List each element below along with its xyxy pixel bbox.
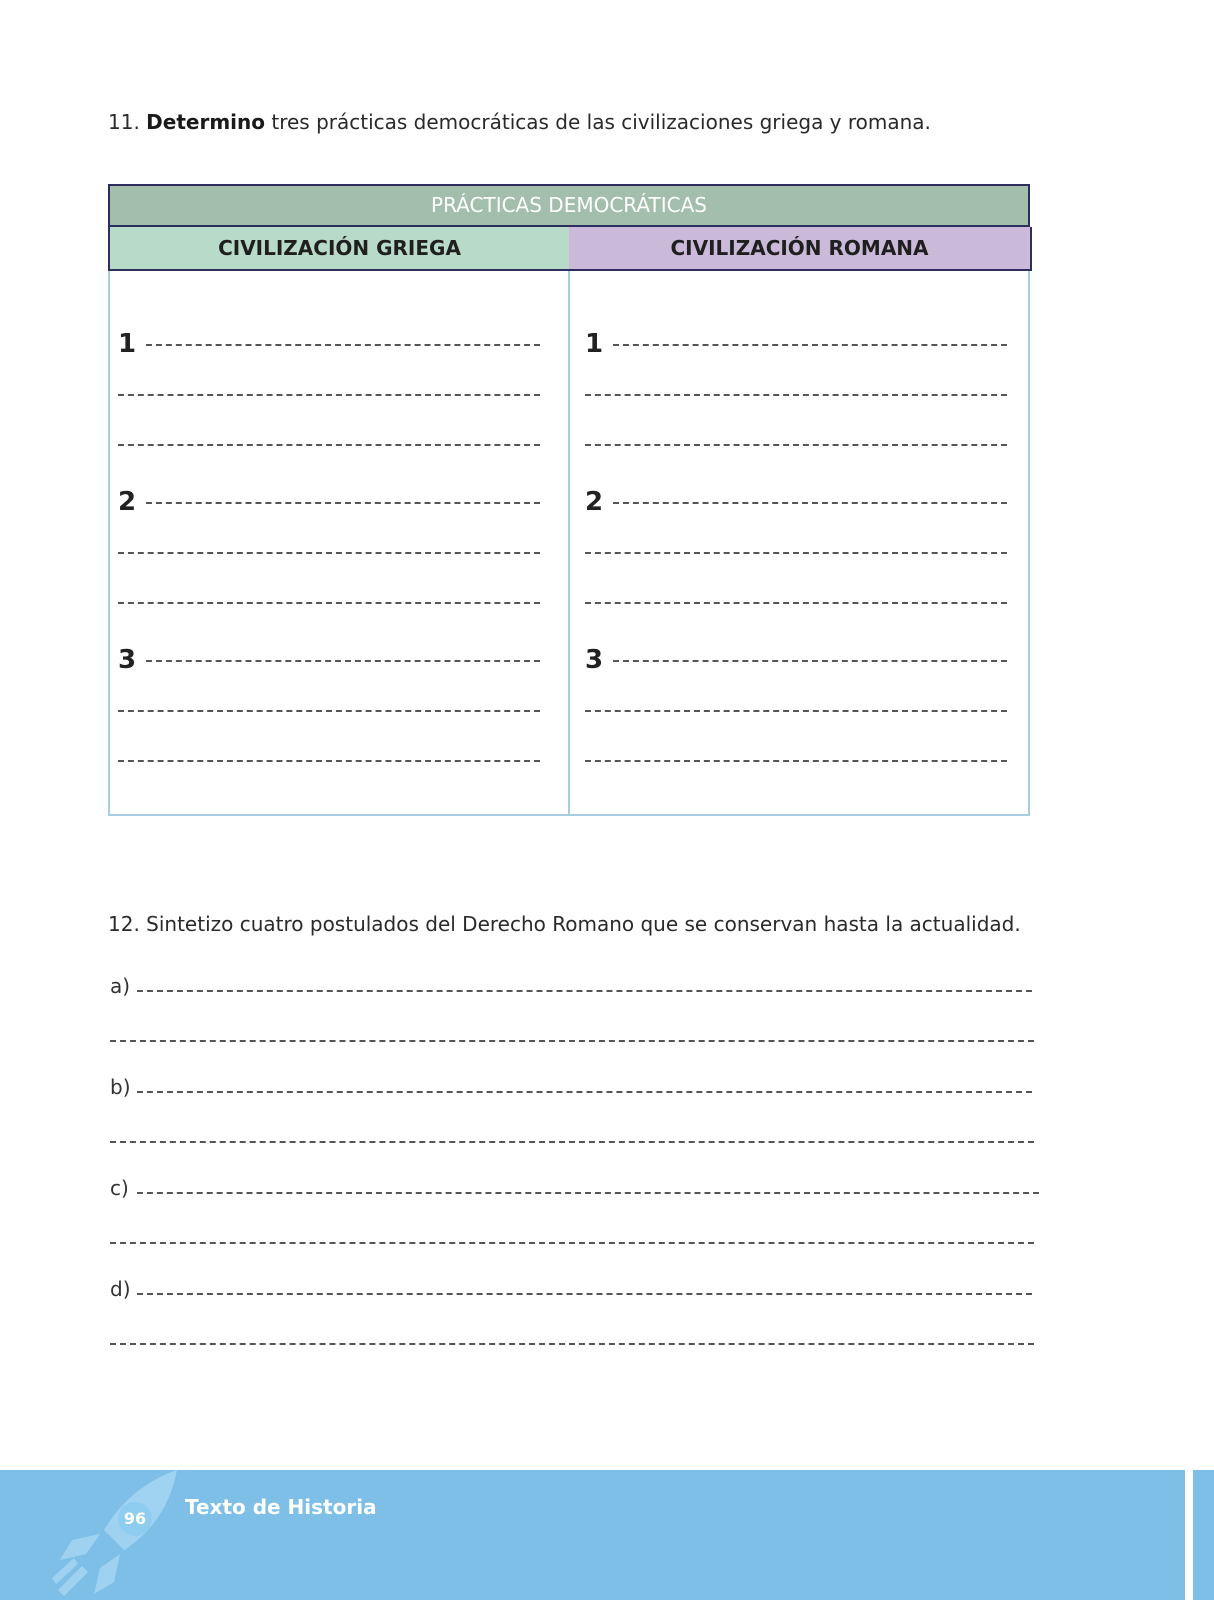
- roman-answer-line[interactable]: [585, 444, 1007, 446]
- table-title: PRÁCTICAS DEMOCRÁTICAS: [108, 184, 1030, 227]
- greek-answer-line[interactable]: [118, 552, 540, 554]
- roman-answer-line[interactable]: [613, 344, 1007, 346]
- roman-answer-line[interactable]: [585, 394, 1007, 396]
- greek-item-number-1: 1: [118, 329, 137, 359]
- answer-line-d[interactable]: [137, 1293, 1032, 1295]
- answer-line-b[interactable]: [137, 1091, 1032, 1093]
- roman-item-number-2: 2: [585, 487, 604, 517]
- roman-answer-line[interactable]: [613, 502, 1007, 504]
- greek-answer-line[interactable]: [146, 502, 540, 504]
- answer-line-a-continued[interactable]: [110, 1040, 1034, 1042]
- roman-answer-line[interactable]: [585, 710, 1007, 712]
- page-footer: [0, 1470, 1214, 1600]
- democratic-practices-table: [108, 184, 1030, 816]
- answer-label-b: b): [110, 1075, 131, 1099]
- answer-line-c[interactable]: [137, 1192, 1039, 1194]
- greek-answer-line[interactable]: [118, 760, 540, 762]
- answer-line-c-continued[interactable]: [110, 1242, 1034, 1244]
- roman-answer-line[interactable]: [585, 602, 1007, 604]
- question-11: [108, 110, 931, 134]
- answer-line-a[interactable]: [137, 990, 1032, 992]
- greek-answer-line[interactable]: [118, 710, 540, 712]
- roman-answer-line[interactable]: [585, 760, 1007, 762]
- question-12: 12. Sintetizo cuatro postulados del Derecho Romano que se conservan hasta la actualidad.: [108, 912, 1021, 936]
- footer-divider: [1185, 1470, 1193, 1600]
- question-11-number: 11.: [108, 110, 140, 134]
- greek-item-number-3: 3: [118, 645, 137, 675]
- answer-label-c: c): [110, 1176, 129, 1200]
- rocket-icon: [52, 1470, 182, 1600]
- question-11-verb: Determino: [146, 110, 265, 134]
- footer-edge: [1193, 1470, 1214, 1600]
- question-11-text: tres prácticas democráticas de las civilizaciones griega y romana.: [265, 110, 931, 134]
- column-header-roman: CIVILIZACIÓN ROMANA: [569, 227, 1032, 271]
- greek-answer-line[interactable]: [146, 660, 540, 662]
- book-title: Texto de Historia: [185, 1495, 377, 1519]
- page-number: 96: [118, 1502, 152, 1536]
- greek-answer-line[interactable]: [146, 344, 540, 346]
- roman-answer-line[interactable]: [613, 660, 1007, 662]
- greek-answer-line[interactable]: [118, 394, 540, 396]
- answer-label-a: a): [110, 974, 131, 998]
- roman-item-number-3: 3: [585, 645, 604, 675]
- roman-item-number-1: 1: [585, 329, 604, 359]
- column-header-greek: CIVILIZACIÓN GRIEGA: [108, 227, 571, 271]
- greek-answer-line[interactable]: [118, 602, 540, 604]
- answer-line-d-continued[interactable]: [110, 1343, 1034, 1345]
- column-divider: [568, 271, 570, 816]
- roman-answer-line[interactable]: [585, 552, 1007, 554]
- greek-answer-line[interactable]: [118, 444, 540, 446]
- greek-item-number-2: 2: [118, 487, 137, 517]
- answer-label-d: d): [110, 1277, 131, 1301]
- answer-line-b-continued[interactable]: [110, 1141, 1034, 1143]
